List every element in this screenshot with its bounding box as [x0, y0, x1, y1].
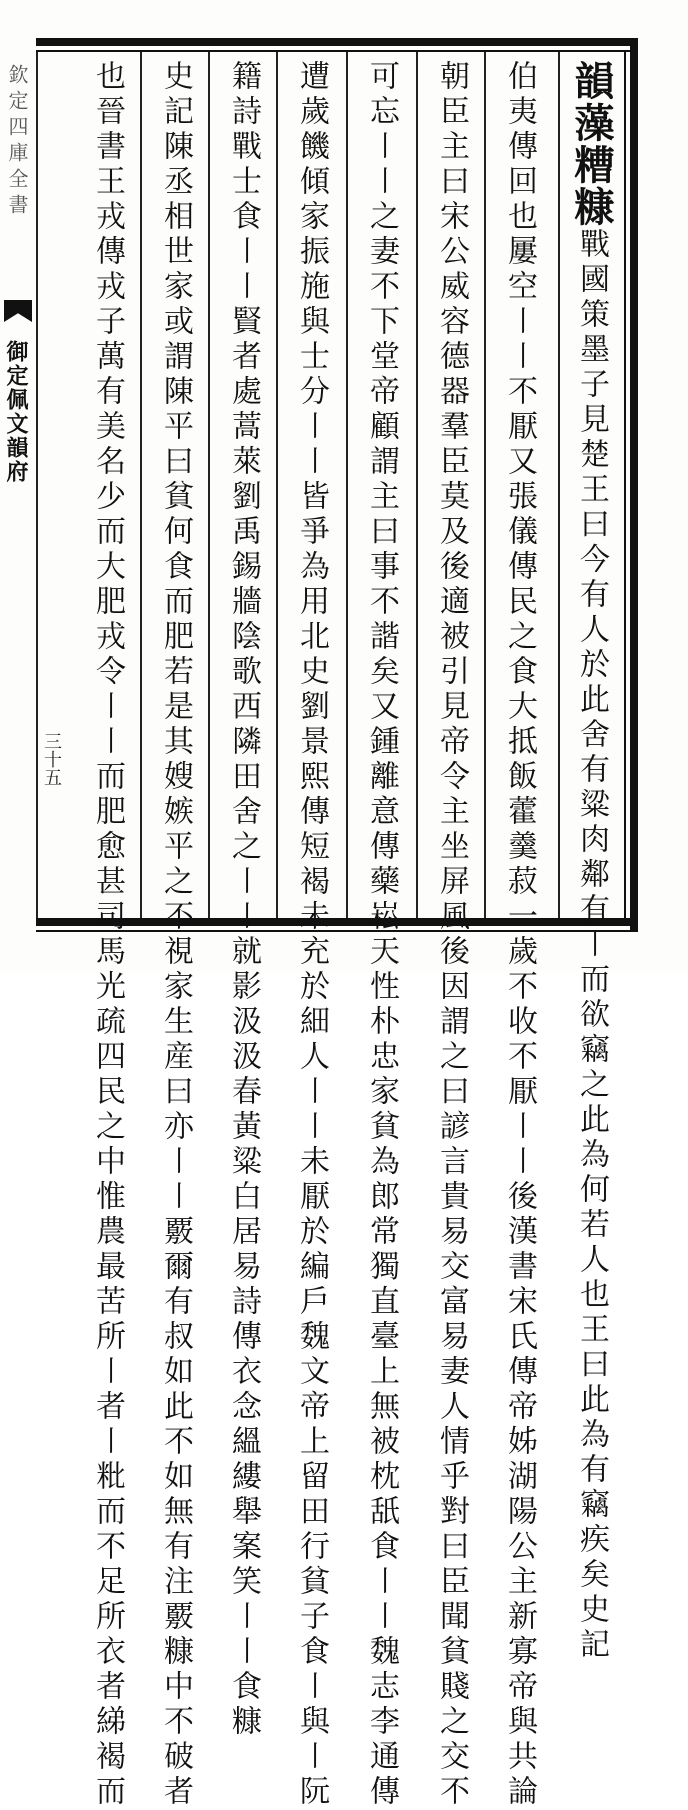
column-rule — [208, 52, 210, 918]
column-rule — [140, 52, 142, 918]
column-text: 籍詩戰士食〡〡賢者處蒿萊劉禹錫牆陰歌西隣田舍之〡〡就影汲汲春黃粱白居易詩傳衣念縕縷舉案笑〡〡食糠 — [226, 60, 261, 1740]
frame-top-border — [36, 38, 636, 46]
frame-bottom-border — [36, 918, 636, 926]
column-rule — [558, 52, 560, 918]
column-rule — [276, 52, 278, 918]
fishtail-mark-icon — [4, 300, 32, 322]
column-text: 戰國策墨子見楚王曰今有人於此舍有粱肉鄰有〡而欲竊之此為何若人也王曰此為有竊疾矣史記 — [574, 228, 609, 1663]
text-column-8 — [84, 60, 130, 1810]
text-column-3 — [428, 60, 474, 1810]
text-column-6 — [220, 60, 266, 1740]
column-text: 遭歲饑傾家振施與士分〡〡皆爭為用北史劉景熙傳短褐未充於細人〡〡未厭於編戶魏文帝上留田行貧子食〡與〡阮 — [294, 60, 329, 1810]
text-column-7 — [152, 60, 198, 1810]
margin-series-title: 欽定四庫全書 — [5, 64, 29, 220]
text-column-4 — [358, 60, 404, 1810]
text-column-5 — [288, 60, 334, 1810]
text-column-1 — [568, 60, 615, 1663]
column-rule — [346, 52, 348, 918]
column-text: 也晉書王戎傳戎子萬有美名少而大肥戎令〡〡而肥愈甚司馬光疏四民之中惟農最苦所〡者〡粃而不足所衣者綈褐而 — [90, 60, 125, 1810]
column-text: 史記陳丞相世家或謂陳平曰貧何食而肥若是其嫂嫉平之不視家生産曰亦〡〡覈爾有叔如此不如無有注覈糠中不破者 — [158, 60, 193, 1810]
frame-top-inner-border — [36, 50, 636, 52]
frame-right-border — [630, 38, 638, 932]
column-text: 可忘〡〡之妻不下堂帝顧謂主曰事不諧矣又鍾離意傳藥崧天性朴忠家貧為郎常獨直臺上無被枕舐食〡〡魏志李通傳 — [364, 60, 399, 1810]
entry-heading: 韻藻糟糠 — [568, 60, 615, 228]
column-text: 伯夷傳回也屢空〡〡不厭又張儀傳民之食大抵飯藿羹菽一歲不收不厭〡〡後漢書宋氏傳帝姊湖陽公主新寡帝與共論 — [502, 60, 537, 1810]
frame-right-inner-border — [624, 52, 626, 918]
column-text: 朝臣主曰宋公威容德器羣臣莫及後適被引見帝令主坐屏風後因謂之曰諺言貴易交富易妻人情乎對曰臣聞貧賤之交不 — [434, 60, 469, 1810]
page-number: 三十五 — [41, 732, 62, 786]
text-column-2 — [496, 60, 542, 1810]
column-rule — [36, 52, 38, 918]
column-rule — [416, 52, 418, 918]
frame-bottom-inner-border — [36, 930, 636, 932]
margin-book-title: 御定佩文韻府 — [3, 340, 29, 484]
column-rule — [484, 52, 486, 918]
